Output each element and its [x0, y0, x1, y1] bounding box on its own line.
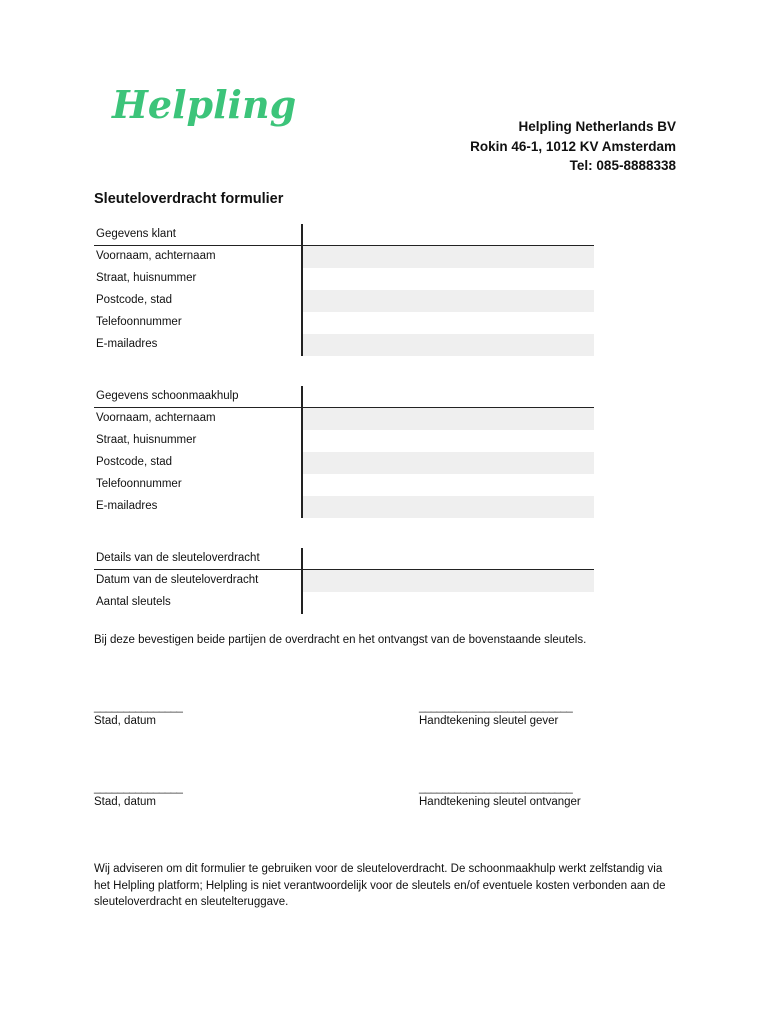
signature-caption: Handtekening sleutel gever — [419, 715, 559, 727]
section-heading: Details van de sleuteloverdracht — [96, 552, 260, 564]
cleaner-postcode-field[interactable] — [303, 452, 594, 474]
signature-line: __________________________ — [419, 701, 573, 713]
company-phone: Tel: 085-8888338 — [569, 158, 676, 173]
section-heading: Gegevens klant — [96, 228, 176, 240]
field-label: E-mailadres — [96, 338, 158, 350]
signature-line: _______________ — [94, 701, 183, 713]
company-name: Helpling Netherlands BV — [518, 119, 676, 134]
confirmation-text: Bij deze bevestigen beide partijen de overdracht en het ontvangst van de bovenstaande sleutels. — [94, 634, 587, 646]
form-title: Sleuteloverdracht formulier — [94, 191, 284, 207]
key-count-field[interactable] — [303, 592, 594, 614]
form-row — [94, 570, 594, 592]
form-row — [94, 452, 594, 474]
field-label: E-mailadres — [96, 500, 158, 512]
field-label: Postcode, stad — [96, 294, 173, 306]
form-row — [94, 268, 594, 290]
section-cleaner-details — [94, 386, 594, 518]
cleaner-phone-field[interactable] — [303, 474, 594, 496]
form-row — [94, 290, 594, 312]
field-label: Postcode, stad — [96, 456, 173, 468]
client-name-field[interactable] — [303, 246, 594, 268]
field-label: Voornaam, achternaam — [96, 250, 216, 262]
form-row — [94, 312, 594, 334]
section-key-handover — [94, 548, 594, 614]
field-label: Datum van de sleuteloverdracht — [96, 574, 259, 586]
signature-line: __________________________ — [419, 782, 573, 794]
field-label: Telefoonnummer — [96, 316, 182, 328]
client-email-field[interactable] — [303, 334, 594, 356]
field-label: Straat, huisnummer — [96, 272, 197, 284]
signature-receiver[interactable] — [419, 782, 581, 808]
section-heading: Gegevens schoonmaakhulp — [96, 390, 239, 402]
cleaner-street-field[interactable] — [303, 430, 594, 452]
form-row — [94, 592, 594, 614]
section-client-details — [94, 224, 594, 356]
field-label: Straat, huisnummer — [96, 434, 197, 446]
cleaner-email-field[interactable] — [303, 496, 594, 518]
form-row — [94, 474, 594, 496]
client-street-field[interactable] — [303, 268, 594, 290]
company-address: Rokin 46-1, 1012 KV Amsterdam — [470, 138, 676, 154]
company-info — [470, 117, 676, 176]
signature-place-date-2[interactable] — [94, 782, 182, 808]
signature-caption: Stad, datum — [94, 796, 157, 808]
signature-giver[interactable] — [419, 701, 572, 727]
form-row — [94, 496, 594, 518]
form-row — [94, 246, 594, 268]
form-row — [94, 408, 594, 430]
field-label: Aantal sleutels — [96, 596, 171, 608]
field-label: Telefoonnummer — [96, 478, 182, 490]
cleaner-name-field[interactable] — [303, 408, 594, 430]
section-heading-row — [94, 386, 594, 408]
helpling-logo — [110, 80, 297, 141]
form-row — [94, 334, 594, 356]
helpling-logo-mark — [110, 80, 297, 136]
client-phone-field[interactable] — [303, 312, 594, 334]
signature-line: _______________ — [94, 782, 183, 794]
section-heading-row — [94, 548, 594, 570]
signature-place-date-1[interactable] — [94, 701, 182, 727]
field-label: Voornaam, achternaam — [96, 412, 216, 424]
signature-caption: Stad, datum — [94, 715, 157, 727]
handover-date-field[interactable] — [303, 570, 594, 592]
client-postcode-field[interactable] — [303, 290, 594, 312]
advice-text: Wij adviseren om dit formulier te gebruiken voor de sleuteloverdracht. De schoonmaakhulp werkt zelfstandig via het Helpling platform; Helpling is niet verantwoordelijk voor de sleutels en/of eventuele kosten verbonden aan de sleuteloverdracht en sleutelteruggave. — [94, 863, 666, 908]
logo-text: Helpling — [112, 82, 297, 127]
section-heading-row — [94, 224, 594, 246]
form-row — [94, 430, 594, 452]
signature-caption: Handtekening sleutel ontvanger — [419, 796, 581, 808]
